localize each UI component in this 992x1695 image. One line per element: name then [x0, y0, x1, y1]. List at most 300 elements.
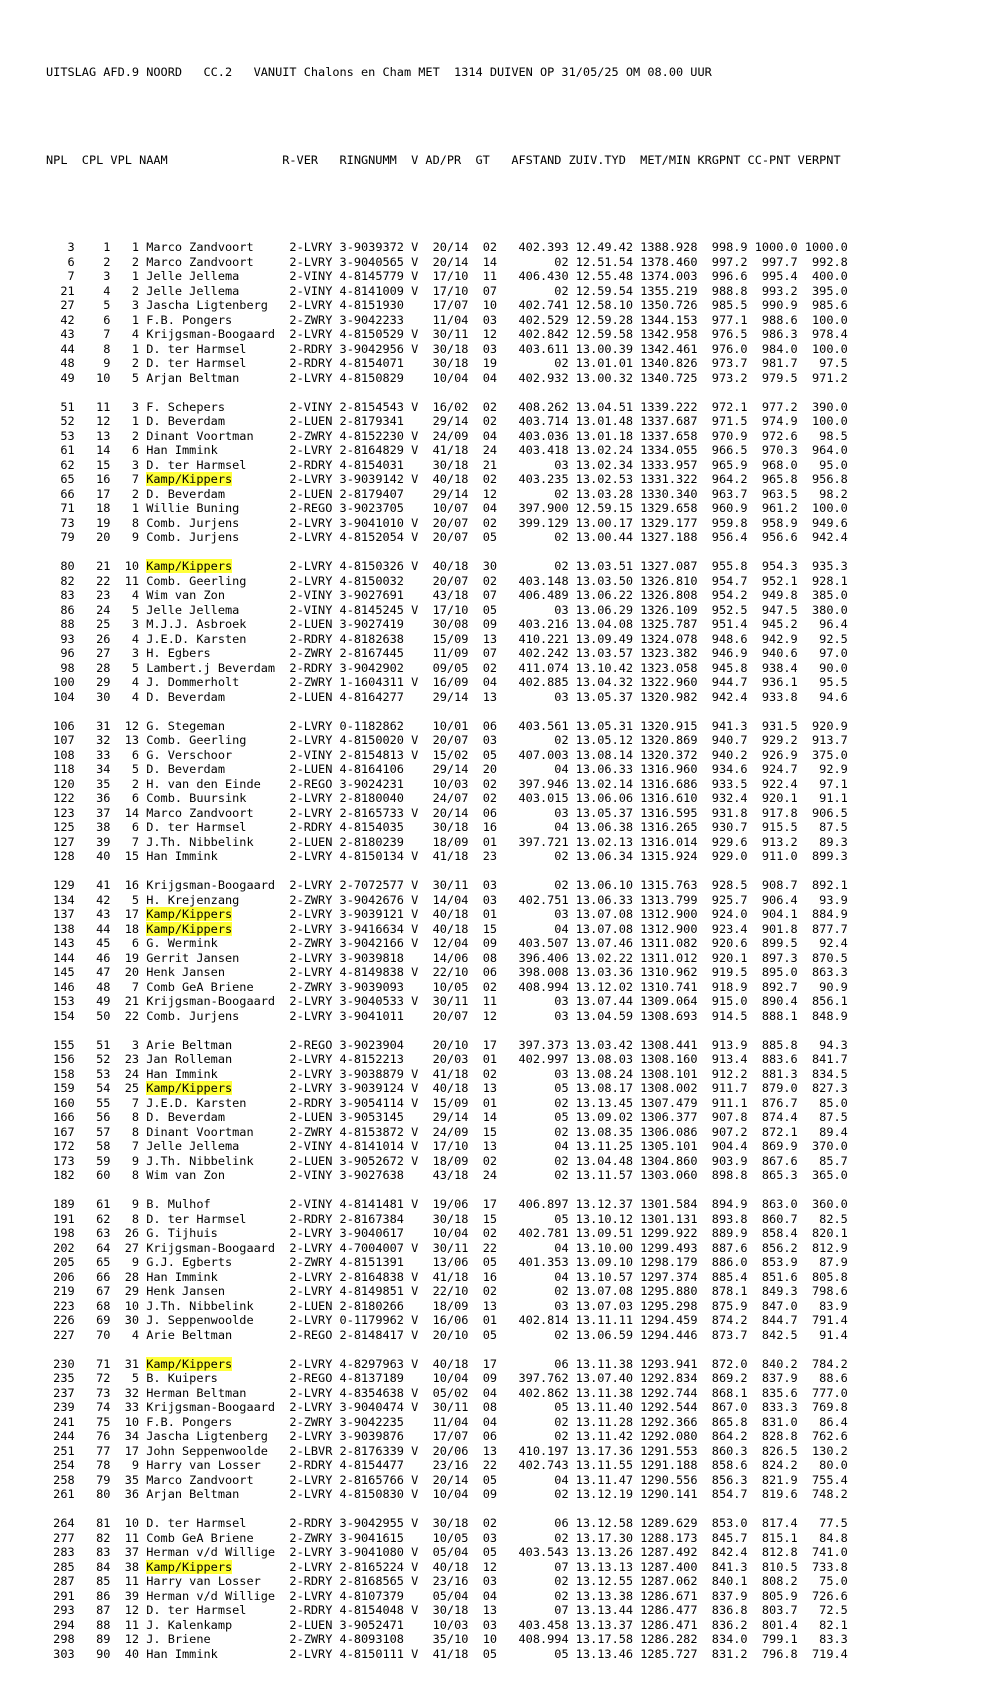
- fancier-name: G. Wermink: [146, 936, 283, 950]
- fancier-name: J. Briene: [146, 1632, 283, 1646]
- result-cells: 2-LVRY 2-8165766 V 20/14 05 04 13.11.47 1290.556 856.3 821.9 755.4: [282, 1472, 848, 1487]
- rank-cells: 86 24 5: [46, 602, 147, 617]
- rank-cells: 261 80 36: [46, 1487, 147, 1501]
- fancier-name: Jascha Ligtenberg: [146, 298, 283, 312]
- rank-cells: 98 28 5: [46, 660, 147, 675]
- fancier-name: H. van den Einde: [146, 776, 283, 791]
- result-cells: 2-LVRY 3-9039142 V 40/18 02 403.235 13.02.53 1331.322 964.2 965.8 956.8: [282, 472, 848, 486]
- rank-cells: 155 51 3: [46, 1037, 147, 1052]
- result-row: [46, 240, 848, 255]
- result-cells: 2-LVRY 3-9040533 V 30/11 11 03 13.07.44 1309.064 915.0 890.4 856.1: [282, 994, 848, 1008]
- fancier-name: Dinant Voortman: [146, 428, 283, 443]
- result-row: [46, 1052, 848, 1067]
- result-row: [46, 893, 848, 908]
- result-cells: 2-REGO 4-8137189 10/04 09 397.762 13.07.40 1292.834 869.2 837.9 88.6: [282, 1371, 848, 1385]
- result-row: [46, 574, 848, 589]
- name-padding: [232, 472, 282, 486]
- rank-cells: 107 32 13: [46, 733, 147, 747]
- fancier-name: J.E.D. Karsten: [146, 1095, 283, 1110]
- fancier-name: Krijgsman-Boogaard: [146, 878, 283, 892]
- fancier-name: F.B. Pongers: [146, 312, 283, 327]
- result-cells: 2-LVRY 4-8150032 20/07 02 403.148 13.03.50 1326.810 954.7 952.1 928.1: [282, 573, 848, 588]
- rank-cells: 7 3 1: [46, 269, 147, 283]
- result-cells: 2-LVRY 3-9041010 V 20/07 02 399.129 13.00.17 1329.177 959.8 958.9 949.6: [282, 515, 848, 530]
- result-cells: 2-ZWRY 2-8167445 11/09 07 402.242 13.03.57 1323.382 946.9 940.6 97.0: [282, 646, 848, 660]
- fancier-name: Arjan Beltman: [146, 1487, 283, 1501]
- fancier-name: Arie Beltman: [146, 1037, 283, 1052]
- result-row: [46, 835, 848, 850]
- result-row: [46, 588, 848, 603]
- fancier-name: J.Th. Nibbelink: [146, 1298, 283, 1313]
- result-cells: 2-LVRY 2-8164829 V 41/18 24 403.418 13.02.24 1334.055 966.5 970.3 964.0: [282, 443, 848, 457]
- result-row: [46, 1647, 848, 1662]
- fancier-name: Han Immink: [146, 443, 283, 457]
- rank-cells: 159 54 25: [46, 1081, 147, 1095]
- result-row: [46, 429, 848, 444]
- result-row: [46, 748, 848, 763]
- fancier-name: B. Mulhof: [146, 1197, 283, 1211]
- result-row: [46, 298, 848, 313]
- result-row: [46, 661, 848, 676]
- result-row: [46, 603, 848, 618]
- result-row: [46, 1371, 848, 1386]
- result-row: [46, 1386, 848, 1401]
- result-row: [46, 1197, 848, 1212]
- fancier-name: Kamp/Kippers: [146, 1559, 233, 1574]
- result-row: [46, 1545, 848, 1560]
- fancier-name: Marco Zandvoort: [146, 805, 283, 820]
- fancier-name: Kamp/Kippers: [146, 472, 233, 486]
- result-row: [46, 1067, 848, 1082]
- result-row: [46, 1168, 848, 1183]
- result-cells: 2-VINY 4-8141009 V 17/10 07 02 12.59.54 1355.219 988.8 993.2 395.0: [282, 283, 848, 298]
- result-cells: 2-LUEN 3-9027419 30/08 09 403.216 13.04.08 1325.787 951.4 945.2 96.4: [282, 617, 848, 631]
- rank-cells: 154 50 22: [46, 1008, 147, 1023]
- fancier-name: Wim van Zon: [146, 1168, 283, 1182]
- result-cells: 2-RDRY 4-8154035 30/18 16 04 13.06.38 1316.265 930.7 915.5 87.5: [282, 820, 848, 834]
- rank-cells: 53 13 2: [46, 428, 147, 443]
- result-row: [46, 356, 848, 371]
- fancier-name: J.Th. Nibbelink: [146, 1153, 283, 1168]
- rank-cells: 80 21 10: [46, 559, 147, 573]
- fancier-name: Comb. Geerling: [146, 573, 283, 588]
- name-padding: [232, 1081, 282, 1095]
- result-cells: 2-LVRY 3-9041080 V 05/04 05 403.543 13.13.26 1287.492 842.4 812.8 741.0: [282, 1545, 848, 1559]
- fancier-name: Willie Buning: [146, 501, 283, 515]
- result-cells: 2-LVRY 4-8150529 V 30/11 12 402.842 12.59.58 1342.958 976.5 986.3 978.4: [282, 327, 848, 341]
- fancier-name: G.J. Egberts: [146, 1255, 283, 1269]
- fancier-name: D. ter Harmsel: [146, 1603, 283, 1617]
- result-row: [46, 255, 848, 270]
- rank-cells: 134 42 5: [46, 892, 147, 907]
- result-row: [46, 733, 848, 748]
- fancier-name: Han Immink: [146, 849, 283, 863]
- rank-cells: 66 17 2: [46, 486, 147, 501]
- result-row: [46, 980, 848, 995]
- result-cells: 2-LVRY 4-8354638 V 05/02 04 402.862 13.11.38 1292.744 868.1 835.6 777.0: [282, 1385, 848, 1400]
- fancier-name: Gerrit Jansen: [146, 950, 283, 965]
- rank-cells: 298 89 12: [46, 1632, 147, 1646]
- rank-cells: 205 65 9: [46, 1255, 147, 1269]
- result-row: [46, 1429, 848, 1444]
- rank-cells: 48 9 2: [46, 356, 147, 370]
- rank-cells: 106 31 12: [46, 718, 147, 733]
- fancier-name: Comb. Jurjens: [146, 1008, 283, 1023]
- fancier-name: Arie Beltman: [146, 1327, 283, 1342]
- result-row: [46, 1241, 848, 1256]
- result-cells: 2-VINY 2-8154813 V 15/02 05 407.003 13.08.14 1320.372 940.2 926.9 375.0: [282, 747, 848, 762]
- fancier-name: D. ter Harmsel: [146, 341, 283, 356]
- fancier-name: Comb GeA Briene: [146, 979, 283, 994]
- results-table: [46, 240, 848, 1661]
- rank-cells: 226 69 30: [46, 1313, 147, 1327]
- result-row: [46, 269, 848, 284]
- result-cells: 2-ZWRY 4-8151391 13/06 05 401.353 13.09.10 1298.179 886.0 853.9 87.9: [282, 1255, 848, 1269]
- fancier-name: Herman v/d Willige: [146, 1545, 283, 1559]
- result-cells: 2-VINY 3-9027691 43/18 07 406.489 13.06.22 1326.808 954.2 949.8 385.0: [282, 588, 848, 602]
- result-row: [46, 878, 848, 893]
- result-row: [46, 1574, 848, 1589]
- fancier-name: H. Krejenzang: [146, 892, 283, 907]
- fancier-name: Lambert.j Beverdam: [146, 660, 283, 675]
- fancier-name: Krijgsman-Boogaard: [146, 994, 283, 1008]
- result-row: [46, 1400, 848, 1415]
- rank-cells: 206 66 28: [46, 1269, 147, 1284]
- result-row: [46, 1038, 848, 1053]
- fancier-name: Henk Jansen: [146, 965, 283, 979]
- rank-cells: 88 25 3: [46, 617, 147, 631]
- result-cells: 2-LVRY 4-8151930 17/07 10 402.741 12.58.10 1350.726 985.5 990.9 985.6: [282, 298, 848, 312]
- block-separator: [46, 1342, 848, 1357]
- fancier-name: Marco Zandvoort: [146, 1472, 283, 1487]
- result-cells: 2-LVRY 4-8149851 V 22/10 02 02 13.07.08 1295.880 878.1 849.3 798.6: [282, 1284, 848, 1298]
- result-row: [46, 1110, 848, 1125]
- fancier-name: Kamp/Kippers: [146, 1081, 233, 1095]
- result-row: [46, 762, 848, 777]
- result-cells: 2-LVRY 3-9038879 V 41/18 02 03 13.08.24 1308.101 912.2 881.3 834.5: [282, 1066, 848, 1081]
- result-cells: 2-LVRY 2-8180040 24/07 02 403.015 13.06.06 1316.610 932.4 920.1 91.1: [282, 791, 848, 805]
- result-cells: 2-LVRY 3-9040565 V 20/14 14 02 12.51.54 1378.460 997.2 997.7 992.8: [282, 254, 848, 269]
- fancier-name: Dinant Voortman: [146, 1124, 283, 1139]
- result-cells: 2-LBVR 2-8176339 V 20/06 13 410.197 13.17.36 1291.553 860.3 826.5 130.2: [282, 1443, 848, 1458]
- rank-cells: 219 67 29: [46, 1284, 147, 1298]
- fancier-name: Herman Beltman: [146, 1385, 283, 1400]
- rank-cells: 166 56 8: [46, 1110, 147, 1124]
- result-row: [46, 443, 848, 458]
- rank-cells: 49 10 5: [46, 370, 147, 385]
- name-padding: [232, 1560, 282, 1574]
- fancier-name: G. Tijhuis: [146, 1226, 283, 1240]
- result-row: [46, 371, 848, 386]
- rank-cells: 230 71 31: [46, 1356, 147, 1371]
- block-separator: [46, 704, 848, 719]
- result-cells: 2-ZWRY 3-9042166 V 12/04 09 403.507 13.07.46 1311.082 920.6 899.5 92.4: [282, 936, 848, 950]
- name-padding: [232, 907, 282, 921]
- result-row: [46, 1589, 848, 1604]
- rank-cells: 93 26 4: [46, 631, 147, 646]
- rank-cells: 62 15 3: [46, 457, 147, 472]
- result-row: [46, 922, 848, 937]
- fancier-name: Jelle Jellema: [146, 602, 283, 617]
- result-row: [46, 806, 848, 821]
- fancier-name: Arjan Beltman: [146, 370, 283, 385]
- result-cells: 2-LVRY 3-9041011 20/07 12 03 13.04.59 1308.693 914.5 888.1 848.9: [282, 1008, 848, 1023]
- result-row: [46, 1357, 848, 1372]
- fancier-name: Kamp/Kippers: [146, 907, 233, 921]
- rank-cells: 6 2 2: [46, 254, 147, 269]
- rank-cells: 173 59 9: [46, 1153, 147, 1168]
- result-cells: 2-LUEN 2-8180239 18/09 01 397.721 13.02.13 1316.014 929.6 913.2 89.3: [282, 834, 848, 849]
- result-cells: 2-REGO 2-8148417 V 20/10 05 02 13.06.59 1294.446 873.7 842.5 91.4: [282, 1327, 848, 1342]
- result-row: [46, 530, 848, 545]
- result-row: [46, 617, 848, 632]
- fancier-name: J.E.D. Karsten: [146, 631, 283, 646]
- fancier-name: Jelle Jellema: [146, 269, 283, 283]
- fancier-name: F. Schepers: [146, 399, 283, 414]
- result-cells: 2-RDRY 4-8154048 V 30/18 13 07 13.13.44 1286.477 836.8 803.7 72.5: [282, 1603, 848, 1617]
- result-cells: 2-LUEN 3-9053145 29/14 14 05 13.09.02 1306.377 907.8 874.4 87.5: [282, 1110, 848, 1124]
- result-row: [46, 1632, 848, 1647]
- result-cells: 2-LVRY 3-9039818 14/06 08 396.406 13.02.22 1311.012 920.1 897.3 870.5: [282, 950, 848, 965]
- fancier-name: Harry van Losser: [146, 1574, 283, 1588]
- result-cells: 2-ZWRY 3-9042676 V 14/04 03 402.751 13.06.33 1313.799 925.7 906.4 93.9: [282, 892, 848, 907]
- fancier-name: Kamp/Kippers: [146, 559, 233, 573]
- rank-cells: 143 45 6: [46, 936, 147, 950]
- block-separator: [46, 385, 848, 400]
- result-row: [46, 1458, 848, 1473]
- fancier-name: Comb. Jurjens: [146, 515, 283, 530]
- rank-cells: 144 46 19: [46, 950, 147, 965]
- result-cells: 2-LVRY 3-9039121 V 40/18 01 03 13.07.08 1312.900 924.0 904.1 884.9: [282, 907, 848, 921]
- result-row: [46, 1226, 848, 1241]
- rank-cells: 61 14 6: [46, 443, 147, 457]
- result-cells: 2-ZWRY 3-9042233 11/04 03 402.529 12.59.28 1344.153 977.1 988.6 100.0: [282, 312, 848, 327]
- rank-cells: 125 38 6: [46, 820, 147, 834]
- rank-cells: 202 64 27: [46, 1240, 147, 1255]
- result-cells: 2-LVRY 4-8150020 V 20/07 03 02 13.05.12 1320.869 940.7 929.2 913.7: [282, 733, 848, 747]
- result-cells: 2-LUEN 4-8164106 29/14 20 04 13.06.33 1316.960 934.6 924.7 92.9: [282, 762, 848, 776]
- fancier-name: D. ter Harmsel: [146, 1516, 283, 1530]
- spacer: [46, 109, 848, 124]
- rank-cells: 235 72 5: [46, 1371, 147, 1385]
- rank-cells: 65 16 7: [46, 472, 147, 486]
- rank-cells: 27 5 3: [46, 298, 147, 312]
- rank-cells: 241 75 10: [46, 1414, 147, 1429]
- result-cells: 2-RDRY 3-9042956 V 30/18 03 403.611 13.00.39 1342.461 976.0 984.0 100.0: [282, 341, 848, 356]
- result-row: [46, 965, 848, 980]
- fancier-name: D. Beverdam: [146, 1110, 283, 1124]
- result-row: [46, 1473, 848, 1488]
- fancier-name: F.B. Pongers: [146, 1414, 283, 1429]
- rank-cells: 153 49 21: [46, 994, 147, 1008]
- fancier-name: D. Beverdam: [146, 689, 283, 704]
- result-row: [46, 1299, 848, 1314]
- fancier-name: Jascha Ligtenberg: [146, 1429, 283, 1443]
- name-padding: [232, 1357, 282, 1371]
- result-cells: 2-LVRY 4-8150829 10/04 04 402.932 13.00.32 1340.725 973.2 979.5 971.2: [282, 370, 848, 385]
- result-cells: 2-LVRY 3-9416634 V 40/18 15 04 13.07.08 1312.900 923.4 901.8 877.7: [282, 921, 848, 936]
- result-cells: 2-LVRY 3-9040474 V 30/11 08 05 13.11.40 1292.544 867.0 833.3 769.8: [282, 1400, 848, 1414]
- result-cells: 2-ZWRY 4-8153872 V 24/09 15 02 13.08.35 1306.086 907.2 872.1 89.4: [282, 1124, 848, 1139]
- fancier-name: J. Kalenkamp: [146, 1617, 283, 1632]
- results-document: [46, 36, 848, 1676]
- rank-cells: 237 73 32: [46, 1385, 147, 1400]
- rank-cells: 82 22 11: [46, 573, 147, 588]
- result-row: [46, 820, 848, 835]
- result-row: [46, 1487, 848, 1502]
- result-cells: 2-ZWRY 4-8152230 V 24/09 04 403.036 13.01.18 1337.658 970.9 972.6 98.5: [282, 428, 848, 443]
- fancier-name: D. ter Harmsel: [146, 356, 283, 370]
- rank-cells: 122 36 6: [46, 791, 147, 805]
- rank-cells: 21 4 2: [46, 283, 147, 298]
- result-cells: 2-LVRY 3-9039124 V 40/18 13 05 13.08.17 1308.002 911.7 879.0 827.3: [282, 1081, 848, 1095]
- fancier-name: Han Immink: [146, 1646, 283, 1661]
- result-cells: 2-RDRY 3-9042955 V 30/18 02 06 13.12.58 1289.629 853.0 817.4 77.5: [282, 1516, 848, 1530]
- result-row: [46, 487, 848, 502]
- result-cells: 2-LUEN 2-8180266 18/09 13 03 13.07.03 1295.298 875.9 847.0 83.9: [282, 1298, 848, 1313]
- fancier-name: Jan Rolleman: [146, 1052, 283, 1066]
- rank-cells: 285 84 38: [46, 1559, 147, 1574]
- result-row: [46, 1081, 848, 1096]
- fancier-name: Han Immink: [146, 1066, 283, 1081]
- result-row: [46, 1255, 848, 1270]
- rank-cells: 239 74 33: [46, 1400, 147, 1414]
- result-cells: 2-LVRY 4-8152213 20/03 01 402.997 13.08.03 1308.160 913.4 883.6 841.7: [282, 1052, 848, 1066]
- spacer: [46, 196, 848, 211]
- result-row: [46, 791, 848, 806]
- fancier-name: M.J.J. Asbroek: [146, 617, 283, 631]
- rank-cells: 264 81 10: [46, 1516, 147, 1530]
- result-cells: 2-LVRY 4-8149838 V 22/10 06 398.008 13.03.36 1310.962 919.5 895.0 863.3: [282, 965, 848, 979]
- fancier-name: Jelle Jellema: [146, 1139, 283, 1153]
- result-cells: 2-LVRY 3-9039372 V 20/14 02 402.393 12.49.42 1388.928 998.9 1000.0 1000.0: [282, 240, 848, 254]
- result-row: [46, 951, 848, 966]
- result-row: [46, 501, 848, 516]
- result-cells: 2-LUEN 3-9052471 10/03 03 403.458 13.13.37 1286.471 836.2 801.4 82.1: [282, 1617, 848, 1632]
- rank-cells: 189 61 9: [46, 1197, 147, 1211]
- result-cells: 2-VINY 4-8145245 V 17/10 05 03 13.06.29 1326.109 952.5 947.5 380.0: [282, 602, 848, 617]
- result-cells: 2-ZWRY 3-9042235 11/04 04 02 13.11.28 1292.366 865.8 831.0 86.4: [282, 1414, 848, 1429]
- rank-cells: 167 57 8: [46, 1124, 147, 1139]
- fancier-name: Comb. Buursink: [146, 791, 283, 805]
- result-cells: 2-LVRY 4-8152054 V 20/07 05 02 13.00.44 1327.188 956.4 956.6 942.4: [282, 530, 848, 544]
- rank-cells: 283 83 37: [46, 1545, 147, 1559]
- rank-cells: 287 85 11: [46, 1574, 147, 1588]
- result-row: [46, 414, 848, 429]
- fancier-name: Kamp/Kippers: [146, 921, 233, 936]
- result-cells: 2-LVRY 3-9040617 10/04 02 402.781 13.09.51 1299.922 889.9 858.4 820.1: [282, 1226, 848, 1240]
- rank-cells: 123 37 14: [46, 805, 147, 820]
- result-row: [46, 646, 848, 661]
- result-row: [46, 458, 848, 473]
- fancier-name: Harry van Losser: [146, 1458, 283, 1472]
- rank-cells: 293 87 12: [46, 1603, 147, 1617]
- rank-cells: 191 62 8: [46, 1211, 147, 1226]
- result-cells: 2-LVRY 3-9039876 17/07 06 02 13.11.42 1292.080 864.2 828.8 762.6: [282, 1429, 848, 1443]
- result-cells: 2-LVRY 4-7004007 V 30/11 22 04 13.10.00 1299.493 887.6 856.2 812.9: [282, 1240, 848, 1255]
- result-cells: 2-LUEN 2-8179341 29/14 02 403.714 13.01.48 1337.687 971.5 974.9 100.0: [282, 414, 848, 428]
- result-cells: 2-RDRY 4-8154071 30/18 19 02 13.01.01 1340.826 973.7 981.7 97.5: [282, 356, 848, 370]
- block-separator: [46, 1183, 848, 1198]
- result-row: [46, 1154, 848, 1169]
- result-cells: 2-RDRY 2-8167384 30/18 15 05 13.10.12 1301.131 893.8 860.7 82.5: [282, 1211, 848, 1226]
- rank-cells: 120 35 2: [46, 776, 147, 791]
- result-cells: 2-REGO 3-9023705 10/07 04 397.900 12.59.15 1329.658 960.9 961.2 100.0: [282, 501, 848, 515]
- result-row: [46, 313, 848, 328]
- result-cells: 2-LVRY 4-8297963 V 40/18 17 06 13.11.38 1293.941 872.0 840.2 784.2: [282, 1356, 848, 1371]
- result-cells: 2-ZWRY 4-8093108 35/10 10 408.994 13.17.58 1286.282 834.0 799.1 83.3: [282, 1632, 848, 1646]
- result-cells: 2-LVRY 4-8150134 V 41/18 23 02 13.06.34 1315.924 929.0 911.0 899.3: [282, 849, 848, 863]
- result-row: [46, 1618, 848, 1633]
- result-cells: 2-LVRY 0-1179962 V 16/06 01 402.814 13.11.11 1294.459 874.2 844.7 791.4: [282, 1313, 848, 1327]
- result-cells: 2-LVRY 4-8107379 05/04 04 02 13.13.38 1286.671 837.9 805.9 726.6: [282, 1588, 848, 1603]
- rank-cells: 42 6 1: [46, 312, 147, 327]
- result-cells: 2-REGO 3-9023904 20/10 17 397.373 13.03.42 1308.441 913.9 885.8 94.3: [282, 1037, 848, 1052]
- result-row: [46, 1009, 848, 1024]
- rank-cells: 227 70 4: [46, 1327, 147, 1342]
- rank-cells: 182 60 8: [46, 1168, 147, 1182]
- result-row: [46, 632, 848, 647]
- rank-cells: 51 11 3: [46, 399, 147, 414]
- result-cells: 2-RDRY 4-8154031 30/18 21 03 13.02.34 1333.957 965.9 968.0 95.0: [282, 457, 848, 472]
- result-row: [46, 1284, 848, 1299]
- rank-cells: 137 43 17: [46, 907, 147, 921]
- fancier-name: Comb. Geerling: [146, 733, 283, 747]
- rank-cells: 100 29 4: [46, 675, 147, 689]
- rank-cells: 303 90 40: [46, 1646, 147, 1661]
- rank-cells: 172 58 7: [46, 1139, 147, 1153]
- fancier-name: Krijgsman-Boogaard: [146, 327, 283, 341]
- result-row: [46, 327, 848, 342]
- result-row: [46, 675, 848, 690]
- result-row: [46, 1560, 848, 1575]
- name-padding: [232, 922, 282, 936]
- block-separator: [46, 864, 848, 879]
- result-row: [46, 1270, 848, 1285]
- column-header: NPL CPL VPL NAAM R-VER RINGNUMM V AD/PR GT AFSTAND ZUIV.TYD MET/MIN KRGPNT CC-PNT VERPNT: [46, 152, 841, 167]
- fancier-name: D. Beverdam: [146, 762, 283, 776]
- result-row: [46, 936, 848, 951]
- fancier-name: G. Stegeman: [146, 718, 283, 733]
- block-separator: [46, 1502, 848, 1517]
- rank-cells: 43 7 4: [46, 327, 147, 341]
- result-row: [46, 1531, 848, 1546]
- result-cells: 2-ZWRY 1-1604311 V 16/09 04 402.885 13.04.32 1322.960 944.7 936.1 95.5: [282, 675, 848, 689]
- rank-cells: 79 20 9: [46, 530, 147, 544]
- result-cells: 2-LVRY 4-8150326 V 40/18 30 02 13.03.51 1327.087 955.8 954.3 935.3: [282, 559, 848, 573]
- name-padding: [232, 559, 282, 573]
- result-row: [46, 849, 848, 864]
- result-cells: 2-RDRY 3-9054114 V 15/09 01 02 13.13.45 1307.479 911.1 876.7 85.0: [282, 1095, 848, 1110]
- result-cells: 2-LVRY 2-8164838 V 41/18 16 04 13.10.57 1297.374 885.4 851.6 805.8: [282, 1269, 848, 1284]
- fancier-name: J. Seppenwoolde: [146, 1313, 283, 1327]
- result-cells: 2-VINY 3-9027638 43/18 24 02 13.11.57 1303.060 898.8 865.3 365.0: [282, 1168, 848, 1182]
- rank-cells: 127 39 7: [46, 834, 147, 849]
- result-cells: 2-LVRY 2-8165224 V 40/18 12 07 13.13.13 1287.400 841.3 810.5 733.8: [282, 1559, 848, 1574]
- fancier-name: Krijgsman-Boogaard: [146, 1400, 283, 1414]
- result-cells: 2-VINY 4-8145779 V 17/10 11 406.430 12.55.48 1374.003 996.6 995.4 400.0: [282, 269, 848, 283]
- rank-cells: 294 88 11: [46, 1617, 147, 1632]
- fancier-name: Han Immink: [146, 1269, 283, 1284]
- result-row: [46, 400, 848, 415]
- fancier-name: Marco Zandvoort: [146, 254, 283, 269]
- result-cells: 2-VINY 4-8141481 V 19/06 17 406.897 13.12.37 1301.584 894.9 863.0 360.0: [282, 1197, 848, 1211]
- result-cells: 2-LVRY 2-8165733 V 20/14 06 03 13.05.37 1316.595 931.8 917.8 906.5: [282, 805, 848, 820]
- rank-cells: 129 41 16: [46, 878, 147, 892]
- rank-cells: 3 1 1: [46, 240, 147, 254]
- result-row: [46, 1328, 848, 1343]
- result-cells: 2-LVRY 4-8150111 V 41/18 05 05 13.13.46 1285.727 831.2 796.8 719.4: [282, 1646, 848, 1661]
